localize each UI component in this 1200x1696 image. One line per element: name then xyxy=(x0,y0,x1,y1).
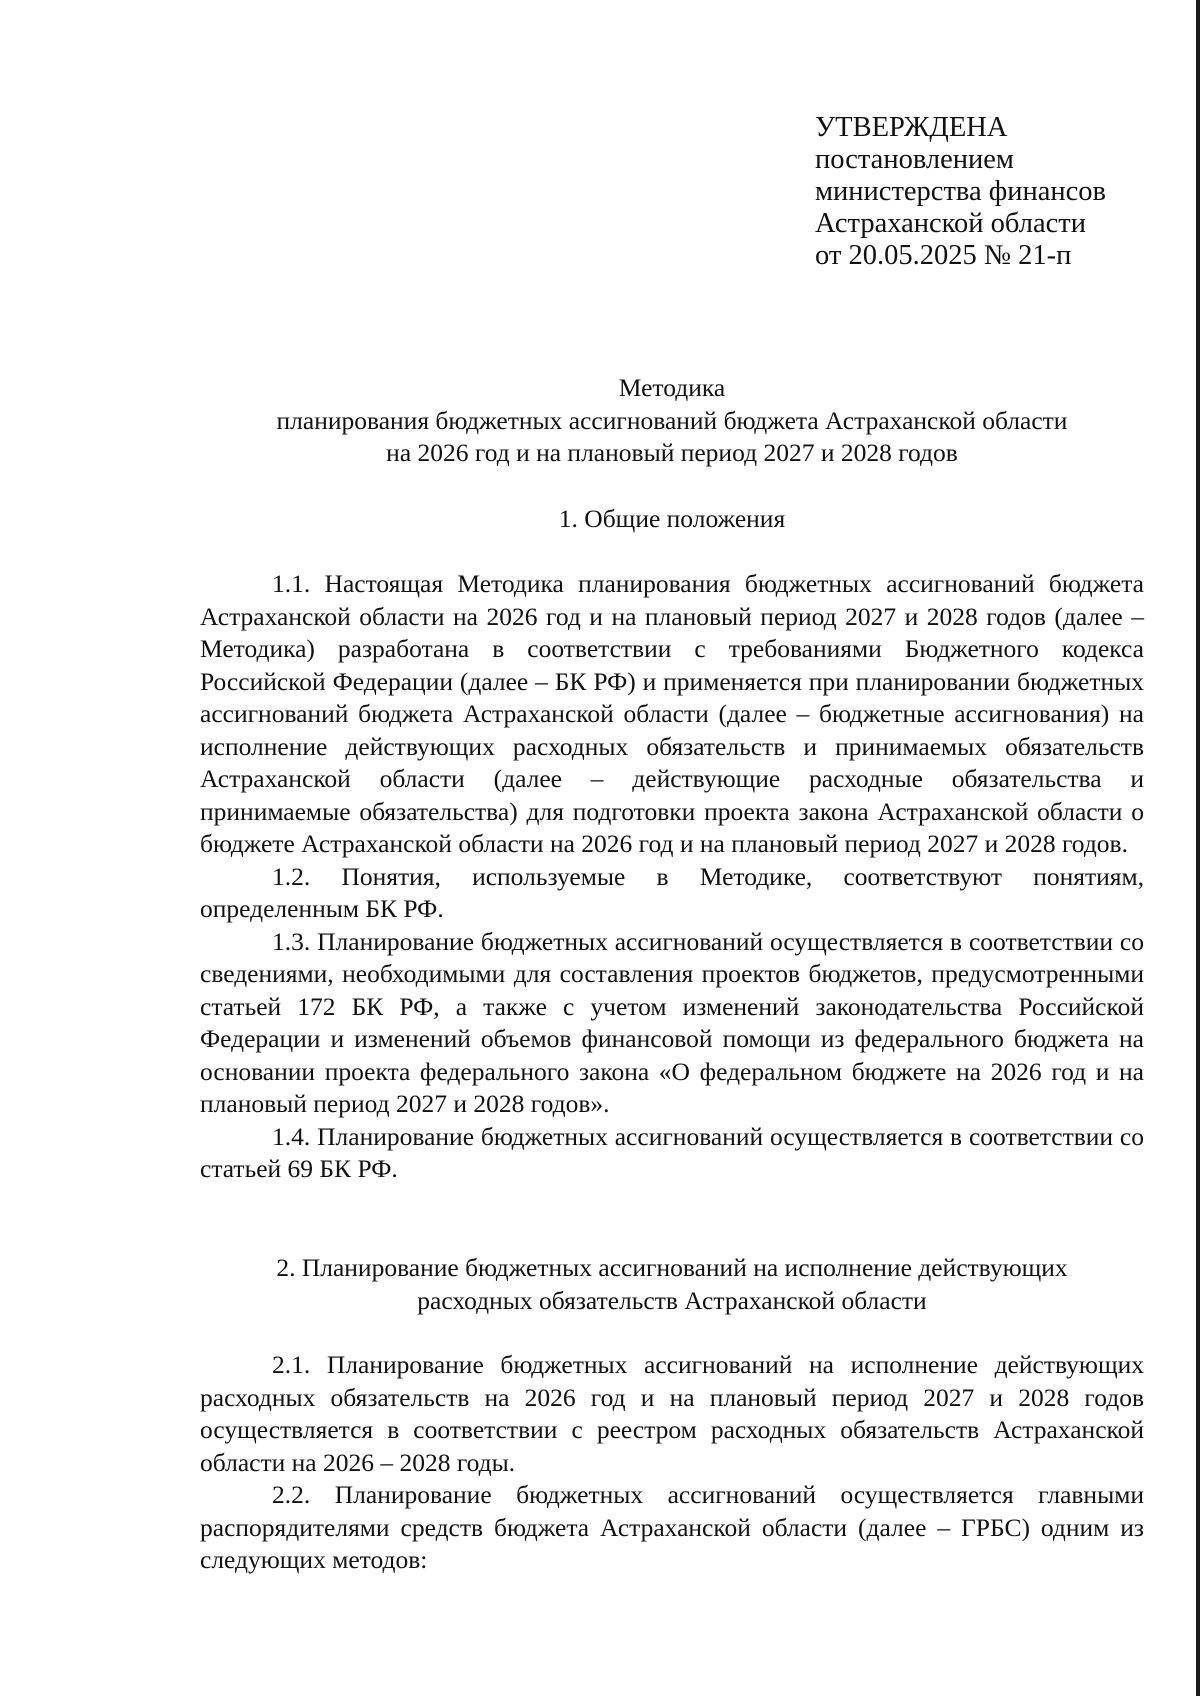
approval-line: министерства финансов xyxy=(815,176,1106,207)
section-1-body xyxy=(200,568,1144,1186)
approval-stamp-block xyxy=(815,112,1106,272)
section-2-body xyxy=(200,1349,1144,1577)
title-line: на 2026 год и на плановый период 2027 и 2028 годов xyxy=(386,438,958,467)
approval-line: УТВЕРЖДЕНА xyxy=(815,112,1008,143)
paragraph-1-2: 1.2. Понятия, используемые в Методике, соответствуют понятиям, определенным БК РФ. xyxy=(200,861,1144,923)
section-2-heading-line: 2. Планирование бюджетных ассигнований на исполнение действующих xyxy=(276,1253,1068,1282)
paragraph-1-3: 1.3. Планирование бюджетных ассигнований осуществляется в соответствии со сведениями, необходимыми для составления проектов бюджетов, предусмотренными статьей 172 БК РФ, а также с учетом изменений законодательства Российской Федерации и изменений объемов финансовой помощи из федерального бюджета на основании проекта федерального закона «О федеральном бюджете на 2026 год и на плановый период 2027 и 2028 годов». xyxy=(200,926,1144,1118)
paragraph-1-4: 1.4. Планирование бюджетных ассигнований осуществляется в соответствии со статьей 69 БК РФ. xyxy=(200,1121,1144,1183)
document-title xyxy=(200,372,1144,470)
title-line: планирования бюджетных ассигнований бюджета Астраханской области xyxy=(276,405,1068,435)
paragraph-2-1: 2.1. Планирование бюджетных ассигнований на исполнение действующих расходных обязательств на 2026 год и на плановый период 2027 и 2028 годов осуществляется в соответствии с реестром расходных обязательств Астраханской области на 2026 – 2028 годы. xyxy=(200,1350,1144,1477)
page-edge-border xyxy=(1196,0,1200,1696)
paragraph-1-1: 1.1. Настоящая Методика планирования бюджетных ассигнований бюджета Астраханской области на 2026 год и на плановый период 2027 и 2028 годов (далее – Методика) разработана в соответствии с требованиями Бюджетного кодекса Российской Федерации (далее – БК РФ) и применяется при планировании бюджетных ассигнований бюджета Астраханской области (далее – бюджетные ассигнования) на исполнение действующих расходных обязательств и принимаемых обязательств Астраханской области (далее – действующие расходные обязательства и принимаемые обязательства) для подготовки проекта закона Астраханской области о бюджете Астраханской области на 2026 год и на плановый период 2027 и 2028 годов. xyxy=(200,569,1144,858)
approval-line: постановлением xyxy=(815,144,1014,175)
paragraph-2-2: 2.2. Планирование бюджетных ассигнований осуществляется главными распорядителями средств бюджета Астраханской области (далее – ГРБС) одним из следующих методов: xyxy=(200,1480,1144,1574)
approval-line: от 20.05.2025 № 21-п xyxy=(815,240,1072,271)
section-2-heading-line: расходных обязательств Астраханской области xyxy=(417,1285,927,1315)
approval-line: Астраханской области xyxy=(815,208,1086,239)
section-2-heading xyxy=(200,1252,1144,1317)
title-line: Методика xyxy=(618,373,726,402)
section-1-heading: 1. Общие положения xyxy=(558,504,786,533)
